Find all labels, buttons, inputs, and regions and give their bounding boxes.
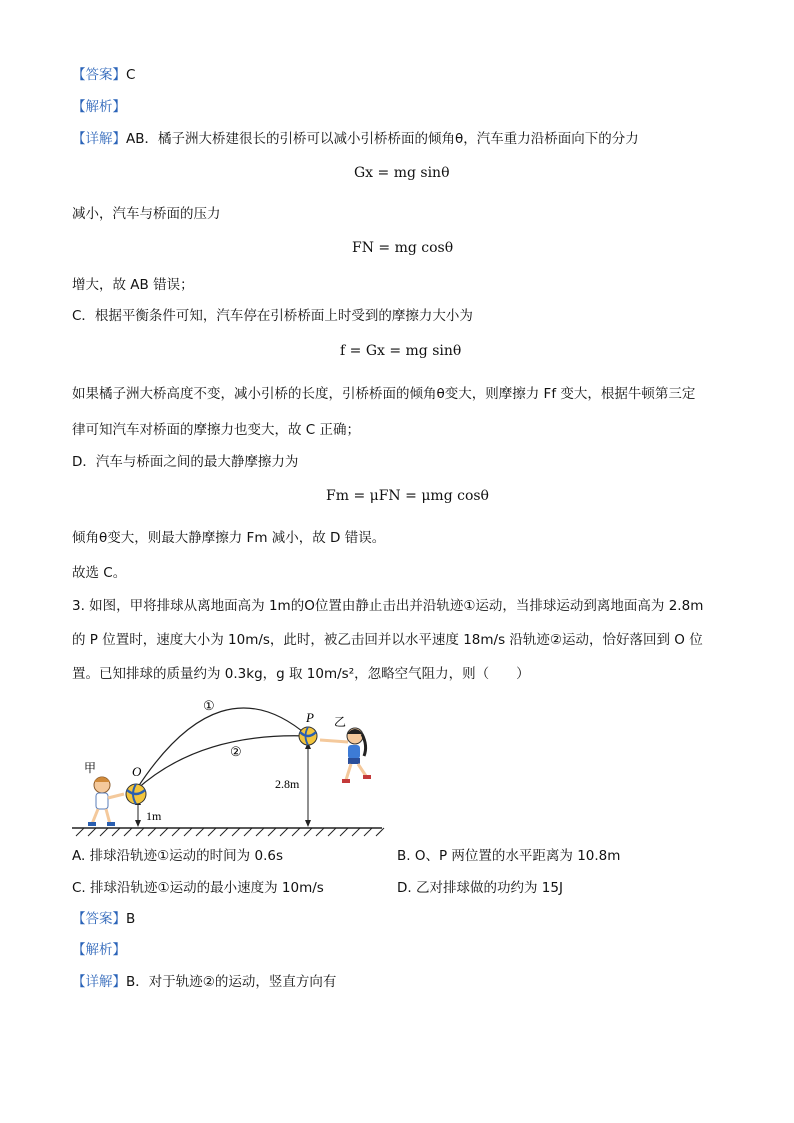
label-jia: 甲 [84,761,97,775]
analysis-label: 解析 [85,942,113,958]
detail-line-1 [72,129,639,149]
ground-hatch [76,828,384,836]
question-3-line-2: 的 P 位置时，速度大小为 10m/s，此时，被乙击回并以水平速度 18m/s 沿轨迹②运动，恰好落回到 O 位 [72,632,703,648]
option-d: D. 乙对排球做的功约为 15J [397,880,563,896]
label-yi: 乙 [334,715,347,729]
girl-jia-icon [88,777,124,826]
volleyball-trajectory-figure [70,690,390,840]
detail-tag: 【详解】 [72,974,126,990]
text-reduce: 减小，汽车与桥面的压力 [72,206,221,222]
girl-yi-icon [320,728,371,783]
label-height-2.8m: 2.8m [275,777,300,791]
answer-value: C [126,67,136,83]
text-option-c: C．根据平衡条件可知，汽车停在引桥桥面上时受到的摩擦力大小为 [72,308,473,324]
text-choose: 故选 C。 [72,565,127,581]
analysis-label: 解析 [85,99,113,115]
analysis-heading-2: 【解析】 [72,942,126,958]
detail-text: B．对于轨迹②的运动，竖直方向有 [126,974,337,990]
volleyball-icon [299,727,317,745]
volleyball-icon [126,784,146,804]
answer-tag: 【答案】 [72,67,126,83]
equation-1: Gx = mg sinθ [354,165,450,181]
question-3-line-3: 置。已知排球的质量约为 0.3kg，g 取 10m/s²，忽略空气阻力，则（ ） [72,666,530,682]
label-O: O [132,764,142,779]
answer-line-1 [72,65,135,85]
label-height-1m: 1m [146,809,162,823]
detail-text: AB．橘子洲大桥建很长的引桥可以减小引桥桥面的倾角θ，汽车重力沿桥面向下的分力 [126,131,639,147]
arrow-down-icon [135,820,141,827]
text-c-explain-a: 如果橘子洲大桥高度不变，减小引桥的长度，引桥桥面的倾角θ变大，则摩擦力 Ff 变大，根据牛顿第三定 [72,386,696,402]
text-c-explain-b: 律可知汽车对桥面的摩擦力也变大，故 C 正确； [72,422,361,438]
answer-line-2 [72,909,135,929]
answer-value: B [126,911,136,927]
label-P: P [306,710,314,725]
option-b: B. O、P 两位置的水平距离为 10.8m [397,848,621,864]
equation-3: f = Gx = mg sinθ [340,343,462,359]
arrow-down-icon [305,820,311,827]
equation-2: FN = mg cosθ [352,240,454,256]
equation-4: Fm = μFN = μmg cosθ [326,488,489,504]
text-increase: 增大，故 AB 错误； [72,277,194,293]
detail-line-2 [72,972,336,992]
answer-tag: 【答案】 [72,911,126,927]
text-d-explain: 倾角θ变大，则最大静摩擦力 Fm 减小，故 D 错误。 [72,530,386,546]
question-3-line-1: 3. 如图，甲将排球从离地面高为 1m的O位置由静止击出并沿轨迹①运动，当排球运动到离地面高为 2.8m [72,598,704,614]
option-c: C. 排球沿轨迹①运动的最小速度为 10m/s [72,880,324,896]
text-option-d: D．汽车与桥面之间的最大静摩擦力为 [72,454,299,470]
label-trajectory-2: ② [230,744,242,759]
option-a: A. 排球沿轨迹①运动的时间为 0.6s [72,848,283,864]
detail-tag: 【详解】 [72,131,126,147]
analysis-heading-1: 【解析】 [72,99,126,115]
label-trajectory-1: ① [203,698,215,713]
